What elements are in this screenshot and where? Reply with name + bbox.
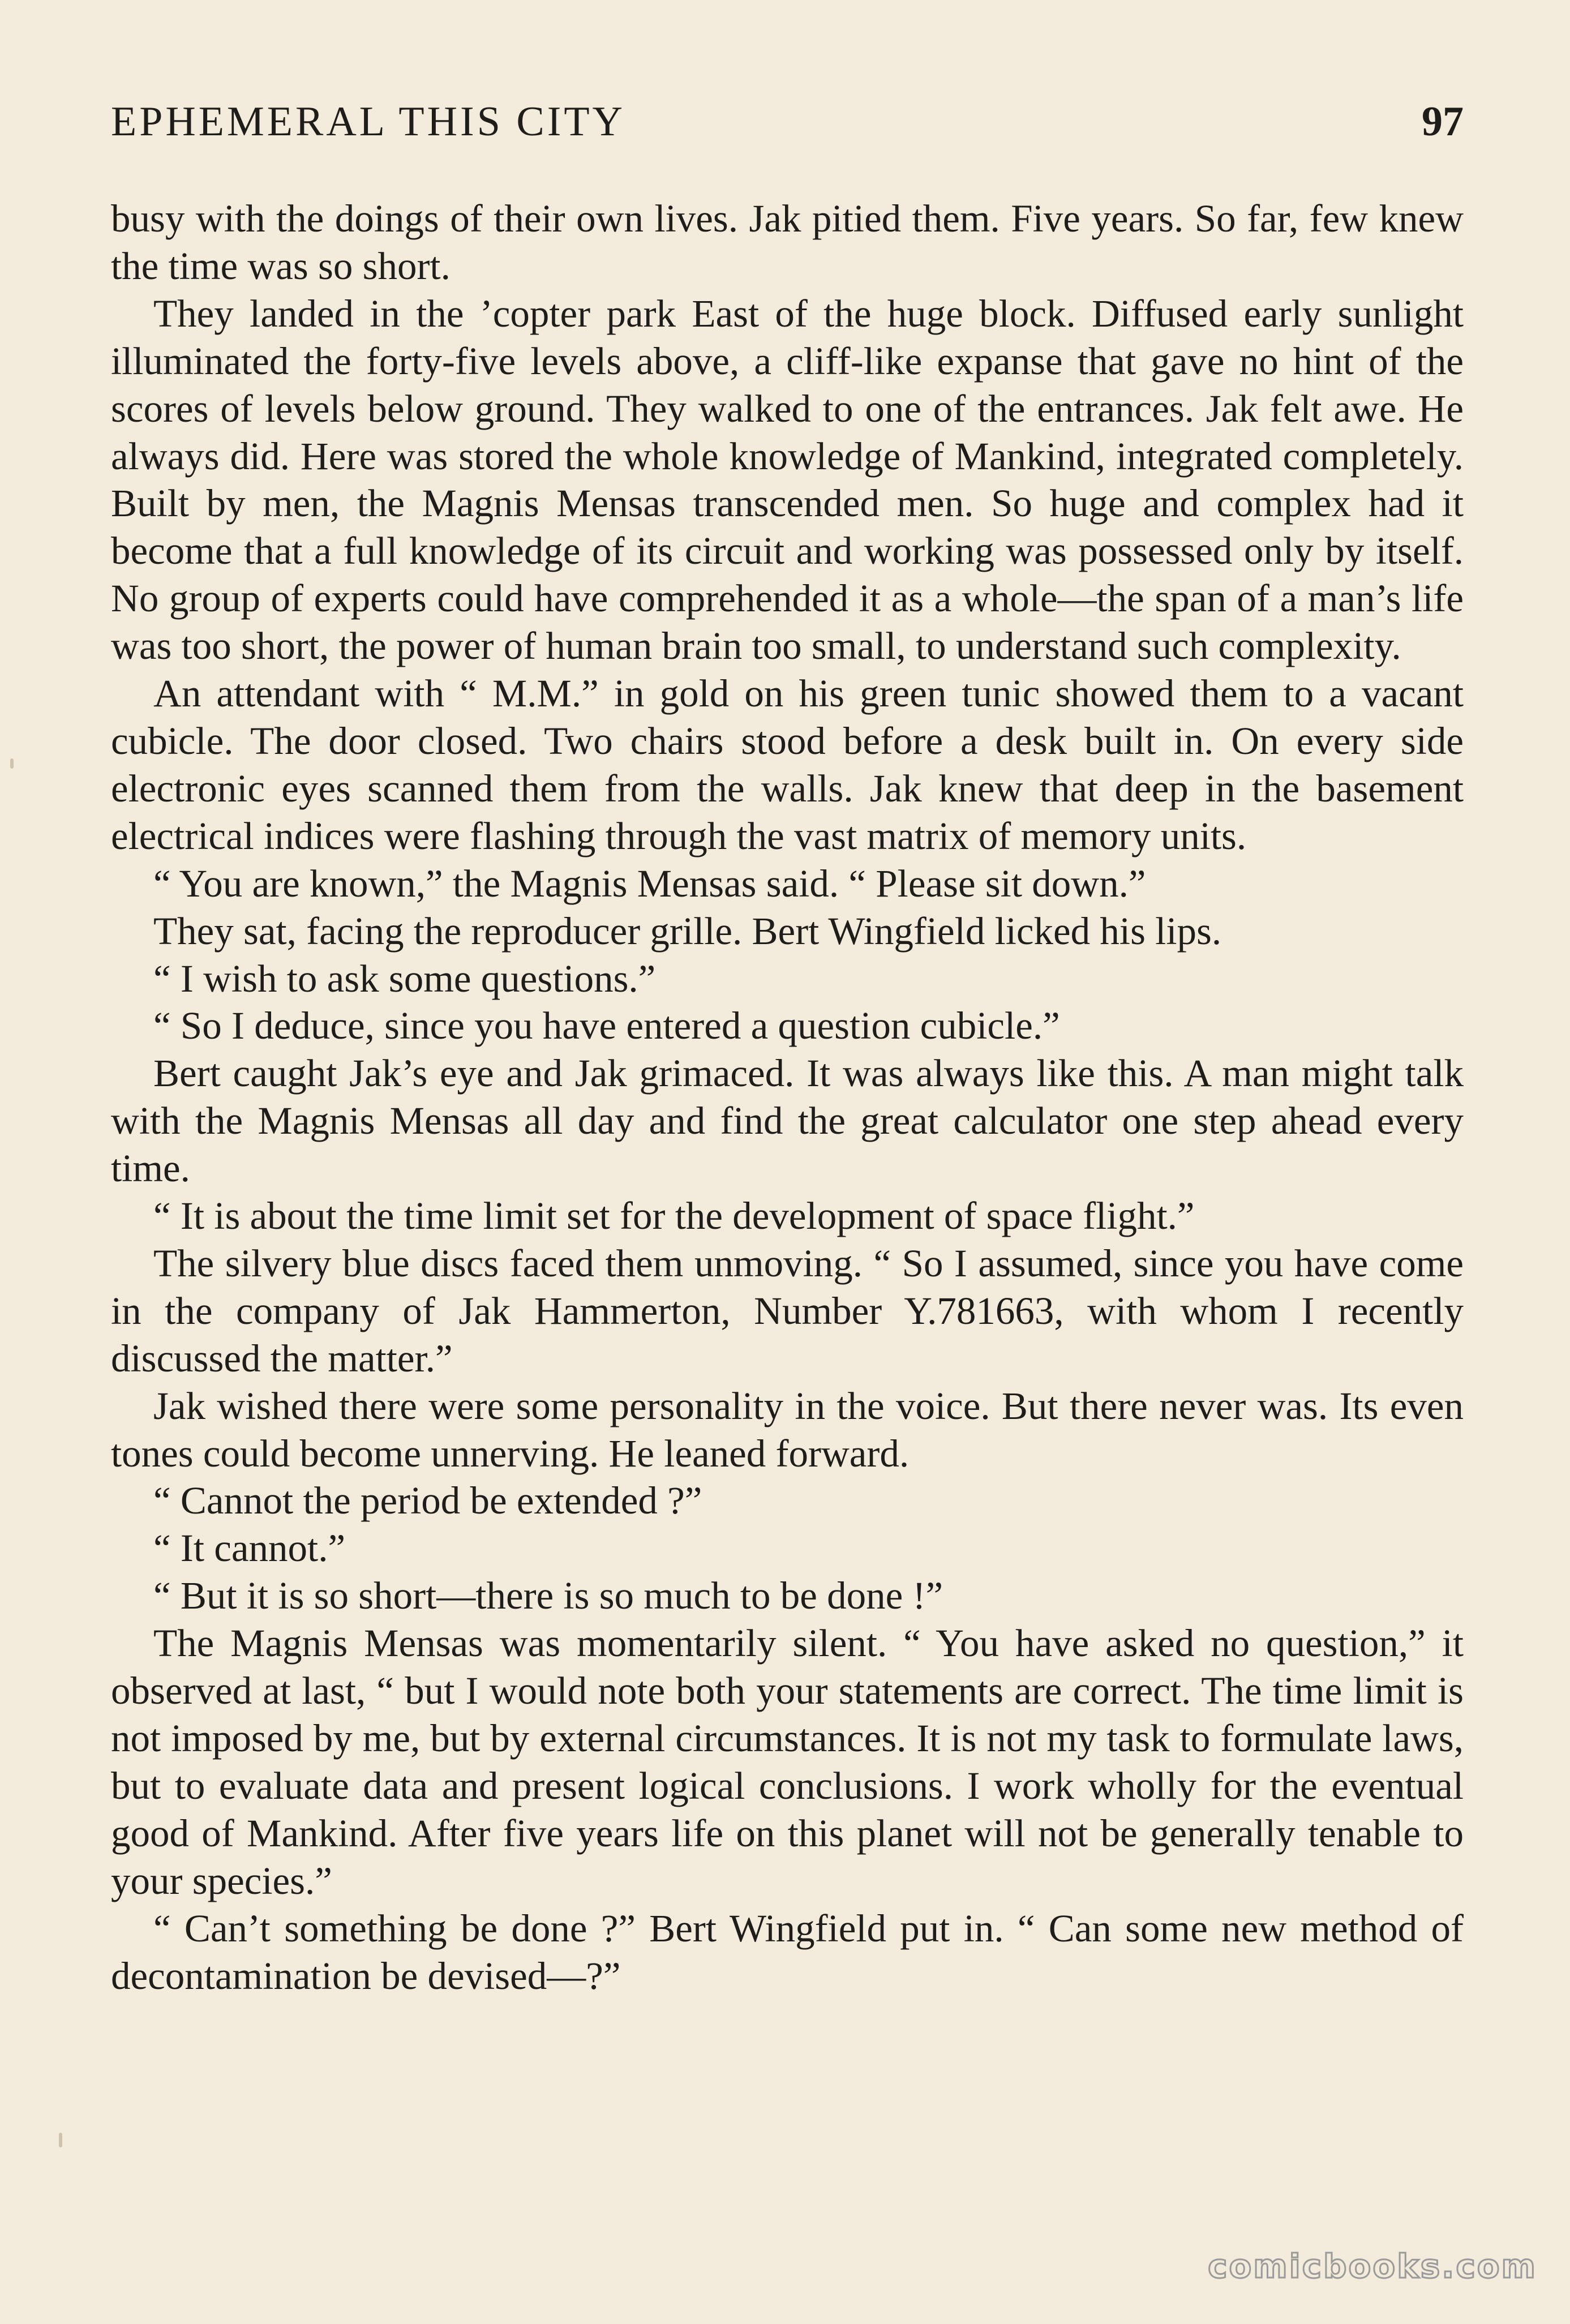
dialogue-line: “ It is about the time limit set for the development of space flight.” [153,1194,1195,1238]
dialogue-line: “ But it is so short—there is so much to be done !” [153,1574,943,1618]
paragraph: “ Can’t something be done ?” Bert Wingfield put in. “ Can some new method of decontamination be devised—?” [111,1906,1464,1997]
running-head: EPHEMERAL THIS CITY [111,98,625,145]
page-number: 97 [1422,98,1464,145]
dialogue-line: “ So I deduce, since you have entered a question cubicle.” [153,1004,1060,1048]
dialogue-line: “ Cannot the period be extended ?” [153,1479,702,1523]
paragraph: The silvery blue discs faced them unmoving. “ So I assumed, since you have come in the company of Jak Hammerton, Number Y.781663, with whom I recently discussed the matter.” [111,1241,1464,1380]
paragraph: Bert caught Jak’s eye and Jak grimaced. It was always like this. A man might talk with the Magnis Mensas all day and find the great calculator one step ahead every time. [111,1052,1464,1190]
paragraph: They sat, facing the reproducer grille. Bert Wingfield licked his lips. [153,909,1222,953]
paragraph: The Magnis Mensas was momentarily silent. “ You have asked no question,” it observed at last, “ but I would note both your statements are correct. The time limit is not imposed by me, but by external circumstances. It is not my task to formulate laws, but to evaluate data and present logical conclusions. I work wholly for the eventual good of Mankind. After five years life on this planet will not be generally tenable to your species.” [111,1622,1464,1902]
page-header [111,93,1464,156]
margin-speck [10,758,14,769]
dialogue-line: “ It cannot.” [153,1527,346,1570]
dialogue-line: “ You are known,” the Magnis Mensas said. “ Please sit down.” [153,861,1146,905]
margin-speck [59,2133,62,2147]
paragraph: busy with the doings of their own lives. Jak pitied them. Five years. So far, few knew the time was so short. [111,197,1464,288]
paragraph: Jak wished there were some personality in the voice. But there never was. Its even tones could become unnerving. He leaned forward. [111,1384,1464,1475]
body-text [111,195,1464,2000]
paragraph: They landed in the ’copter park East of the huge block. Diffused early sunlight illuminated the forty-five levels above, a cliff-like expanse that gave no hint of the scores of levels below ground. They walked to one of the entrances. Jak felt awe. He always did. Here was stored the whole knowledge of Mankind, integrated completely. Built by men, the Magnis Mensas transcended men. So huge and complex had it become that a full knowledge of its circuit and working was possessed only by itself. No group of experts could have comprehended it as a whole—the span of a man’s life was too short, the power of human brain too small, to understand such complexity. [111,291,1464,668]
watermark-logo: comicbooks.com [1208,2247,1537,2286]
dialogue-line: “ I wish to ask some questions.” [153,957,656,1000]
paragraph: An attendant with “ M.M.” in gold on his green tunic showed them to a vacant cubicle. The door closed. Two chairs stood before a desk built in. On every side electronic eyes scanned them from the walls. Jak knew that deep in the basement electrical indices were flashing through the vast matrix of memory units. [111,672,1464,857]
